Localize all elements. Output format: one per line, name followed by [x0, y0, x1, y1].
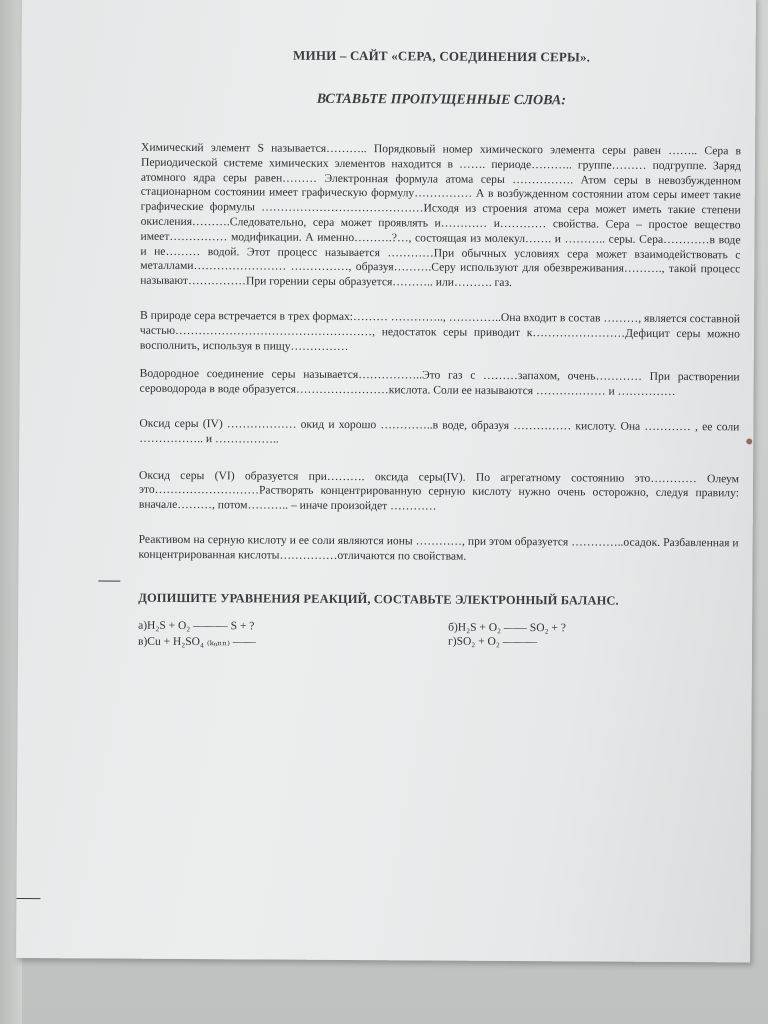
equation-a — [138, 619, 428, 633]
equation-rhs: S + ? — [230, 619, 255, 632]
equation-d — [448, 635, 738, 651]
paragraph-oxide-iv: Оксид серы (IV) ……………… окид и хорошо …………..в воде, образуя …………… кислоту. Она ………… , ее соли …………….. и …………….. — [139, 416, 740, 446]
equation-arrow: —— — [229, 635, 256, 648]
equation-rhs: SO₂ + ? — [529, 621, 566, 634]
equation-label: г) — [448, 635, 457, 648]
equations-heading: ДОПИШИТЕ УРАВНЕНИЯ РЕАКЦИЙ, СОСТАВЬТЕ ЭЛЕКТРОННЫЙ БАЛАНС. — [138, 590, 619, 608]
margin-mark — [16, 898, 40, 899]
equations-list — [138, 619, 738, 651]
equation-b — [448, 621, 738, 635]
paragraph-nature-forms: В природе сера встречается в трех формах:……… ………….., …………..Она входит в состав ………, является составной частью……………………………………………, недостаток серы приводит к……………………Дефицит серы можно восполнить, используя в пищу…………… — [139, 308, 741, 353]
equation-label: б) — [448, 621, 458, 634]
equation-lhs: Cu + H₂SO₄ ₍ₖₒₙₙ₎ — [147, 635, 231, 648]
worksheet-paper — [16, 0, 756, 962]
margin-mark — [98, 580, 120, 581]
paragraph-hydrogen-sulfide: Водородное соединение серы называется……………..Это газ с ………запахом, очень………… При растворении сероводорода в воде образуется……………………кислота. Соли ее называются ……………… и …………… — [139, 367, 740, 399]
equation-lhs: H₂S + O₂ — [147, 619, 191, 632]
equation-label: в) — [137, 635, 148, 648]
worksheet-title: МИНИ – САЙТ «СЕРА, СОЕДИНЕНИЯ СЕРЫ». — [293, 47, 591, 65]
paragraph-oxide-vi: Оксид серы (VI) образуется при………. оксида серы(IV). По агрегатному состоянию это………… Олеум это………………………Растворять концентрированную серную кислоту нужно очень осторожно, следуя правилу: вначале………, потом……….. – иначе произойдет ………… — [138, 468, 740, 513]
ink-stain — [746, 438, 752, 444]
equation-arrow: —— — [501, 621, 530, 634]
equation-c — [138, 633, 428, 649]
worksheet-subtitle: ВСТАВЬТЕ ПРОПУЩЕННЫЕ СЛОВА: — [316, 91, 567, 109]
equation-lhs: SO₂ + O₂ — [456, 635, 500, 648]
equation-arrow: ——— — [190, 619, 231, 632]
equation-arrow: ——— — [499, 635, 538, 648]
paragraph-element-sulfur: Химический элемент S называется……….. Порядковый номер химического элемента серы равен …….. Сера в Периодической системе химических элементов находится в ……. периоде……….. группе……… подгруппе. Заряд атомного ядра серы равен……… Электронная формула атома серы ……………. Атом серы в невозбужденном стационарном состоянии имеет графическую формулу…………… А в возбужденном состоянии атом серы имеет такие графические формулы ……………………………………Исходя из строения атома сера может иметь такие степени окисления……….Следовательно, сера может проявлять и………… и………… свойства. Сера – простое вещество имеет…………… модификации. А именно……….?…, состоящая из молекул……. и ……….. серы. Сера…………в воде и не……… водой. Этот процесс называется …………При обычных условиях сера может взаимодействовать с металлами…………………… ……………, образуя……….Серу используют для обезвреживания………., такой процесс называют……………При горении серы образуется……….. или………. газ. — [140, 140, 742, 290]
equation-lhs: H₂S + O₂ — [457, 621, 502, 634]
worksheet-content — [138, 47, 742, 651]
equation-label: а) — [138, 619, 148, 632]
paragraph-sulfate-reagent: Реактивом на серную кислоту и ее соли являются ионы …………, при этом образуется …………..осадок. Разбавленная и концентрированная кислоты……………отличаются по свойствам. — [138, 532, 739, 563]
